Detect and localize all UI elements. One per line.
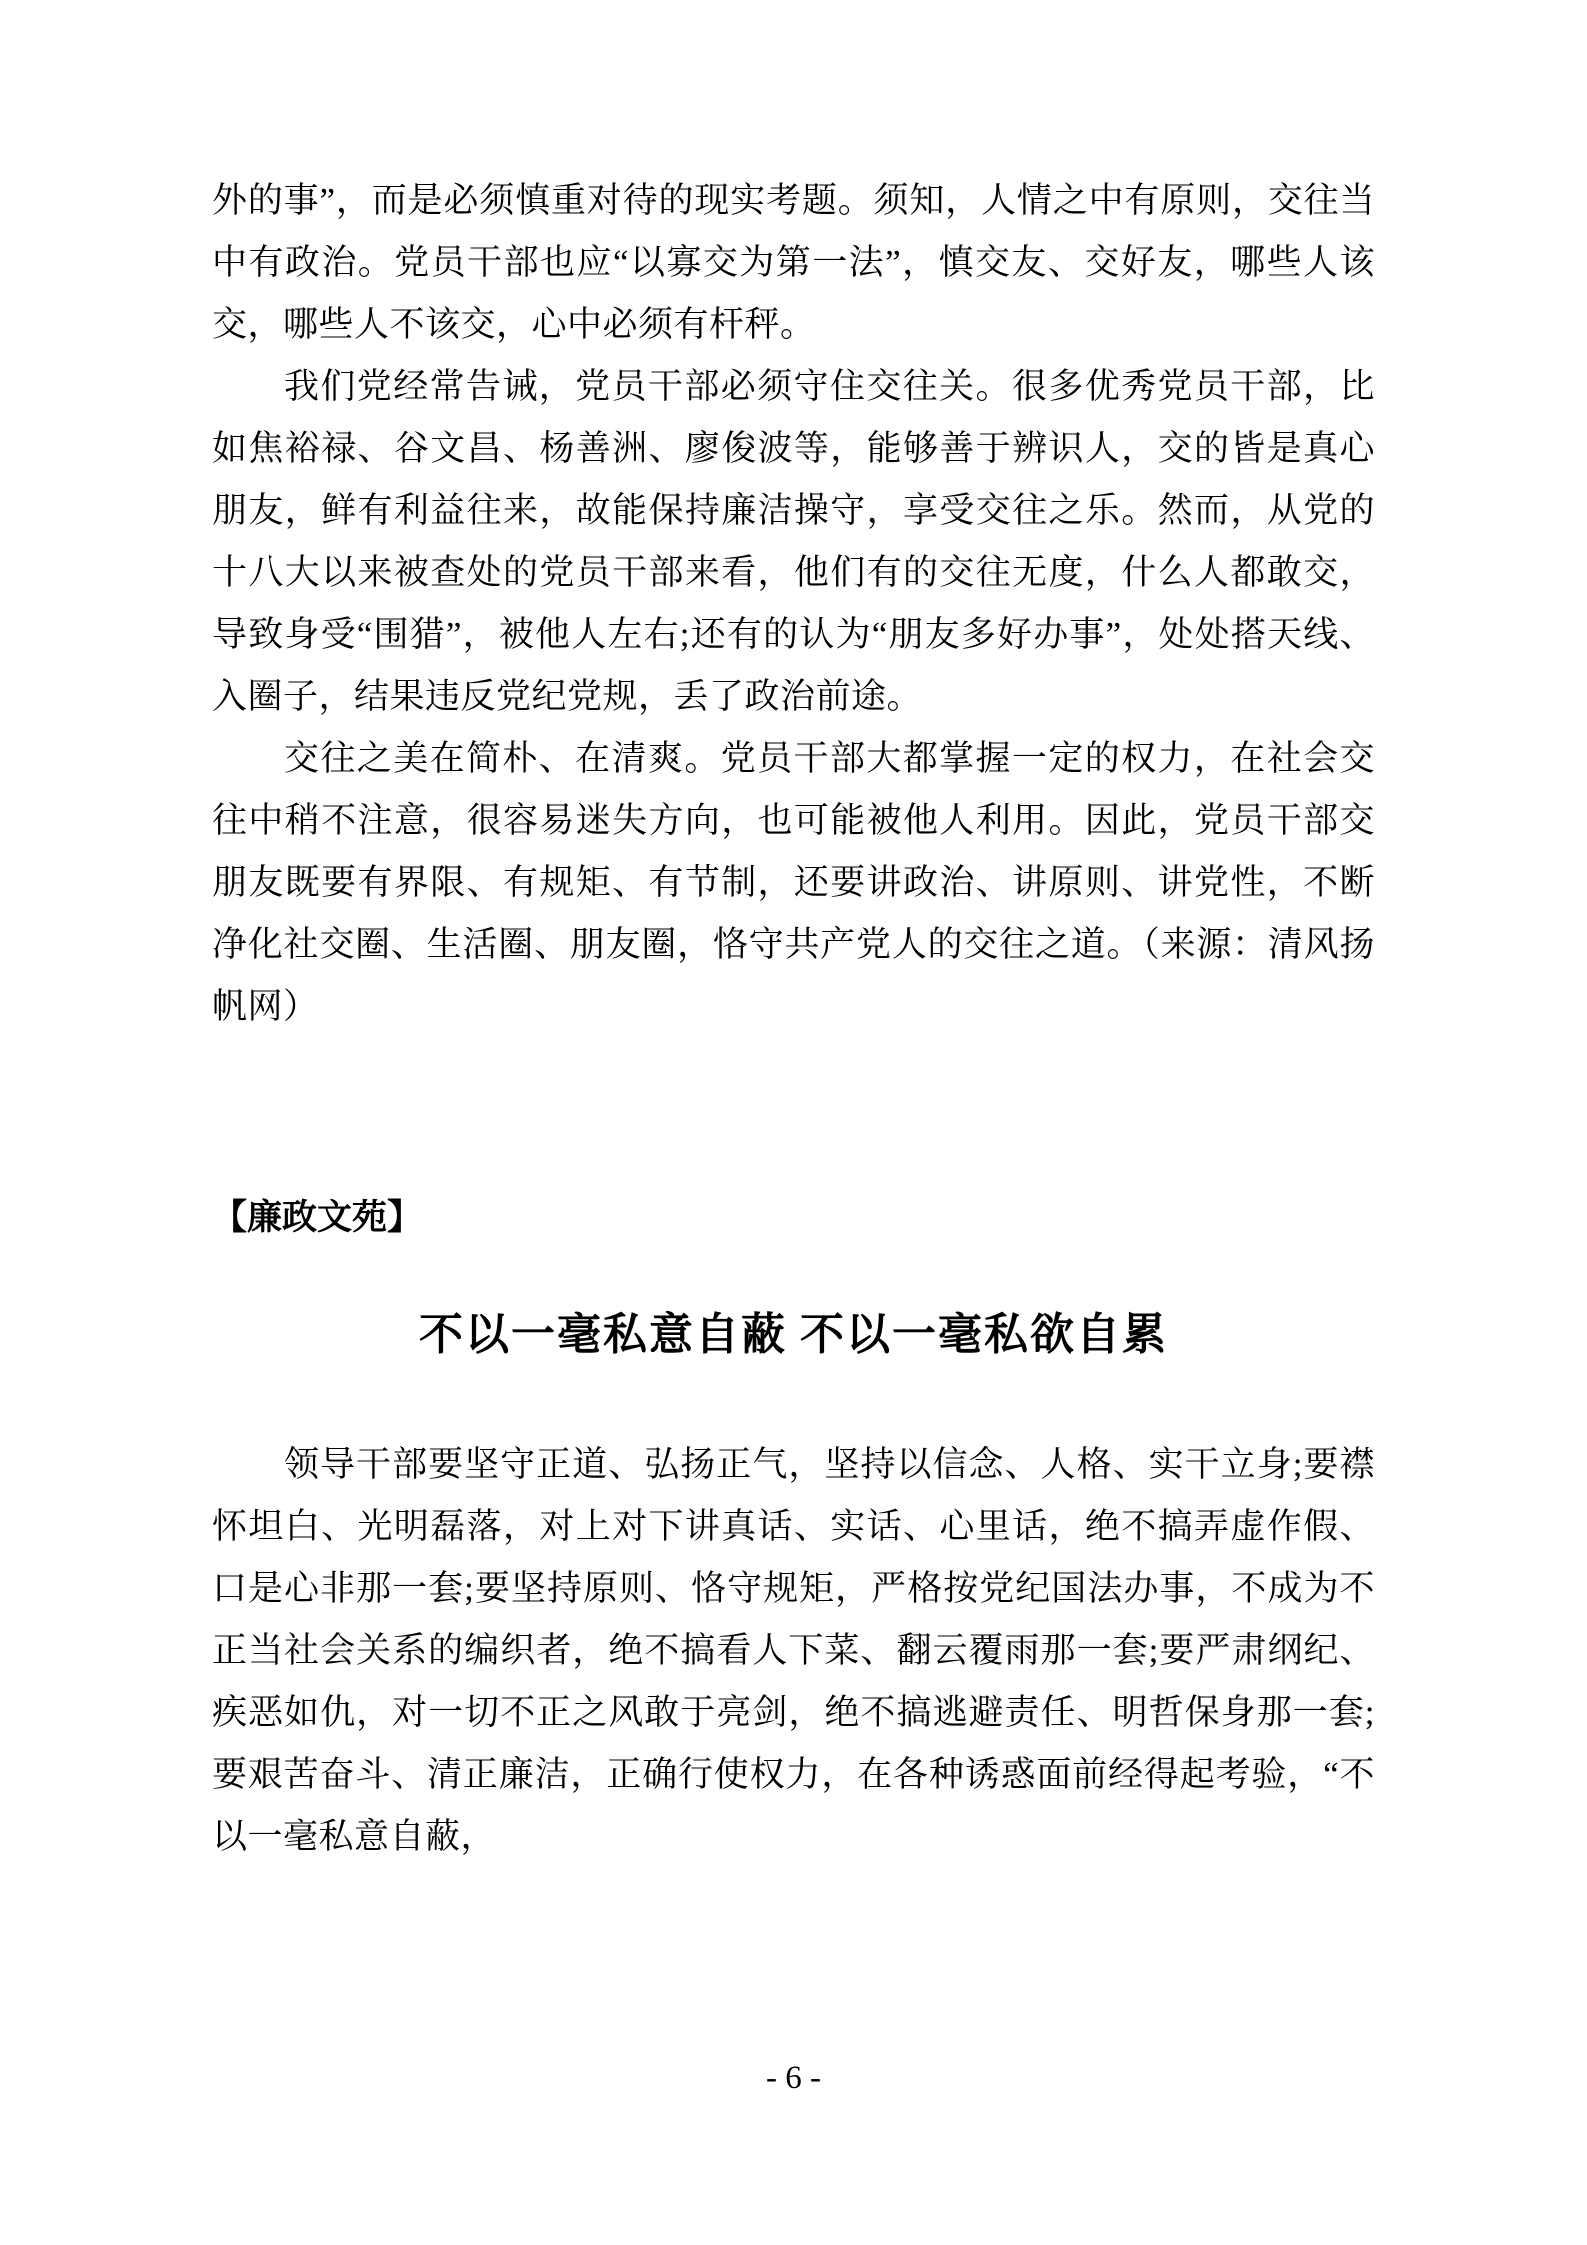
body-paragraph-continued: 外的事”，而是必须慎重对待的现实考题。须知，人情之中有原则，交往当中有政治。党员干部也应“以寡交为第一法”，慎交友、交好友，哪些人该交，哪些人不该交，心中必须有杆秤。	[212, 181, 1375, 344]
page-number: - 6 -	[766, 2060, 821, 2096]
article-title: 不以一毫私意自蔽 不以一毫私欲自累	[419, 1310, 1168, 1359]
section-spacer	[212, 1038, 1375, 1188]
section-tag: 【廉政文苑】	[212, 1198, 423, 1237]
article-paragraph-1: 领导干部要坚守正道、弘扬正气，坚持以信念、人格、实干立身;要襟怀坦白、光明磊落，对上对下讲真话、实话、心里话，绝不搞弄虚作假、口是心非那一套;要坚持原则、恪守规矩，严格按党纪国法办事，不成为不正当社会关系的编织者，绝不搞看人下菜、翻云覆雨那一套;要严肃纲纪、疾恶如仇，对一切不正之风敢于亮剑，绝不搞逃避责任、明哲保身那一套;要艰苦奋斗、清正廉洁，正确行使权力，在各种诱惑面前经得起考验，“不以一毫私意自蔽，	[212, 1445, 1375, 1856]
page-content	[212, 170, 1375, 1868]
title-spacer-bottom	[212, 1370, 1375, 1434]
body-paragraph-2: 我们党经常告诫，党员干部必须守住交往关。很多优秀党员干部，比如焦裕禄、谷文昌、杨善洲、廖俊波等，能够善于辨识人，交的皆是真心朋友，鲜有利益往来，故能保持廉洁操守，享受交往之乐。然而，从党的十八大以来被查处的党员干部来看，他们有的交往无度，什么人都敢交，导致身受“围猎”，被他人左右;还有的认为“朋友多好办事”，处处搭天线、入圈子，结果违反党纪党规，丢了政治前途。	[212, 367, 1375, 716]
title-spacer-top	[212, 1248, 1375, 1300]
body-paragraph-3: 交往之美在简朴、在清爽。党员干部大都掌握一定的权力，在社会交往中稍不注意，很容易迷失方向，也可能被他人利用。因此，党员干部交朋友既要有界限、有规矩、有节制，还要讲政治、讲原则、讲党性，不断净化社交圈、生活圈、朋友圈，恪守共产党人的交往之道。（来源：清风扬帆网）	[212, 739, 1375, 1026]
